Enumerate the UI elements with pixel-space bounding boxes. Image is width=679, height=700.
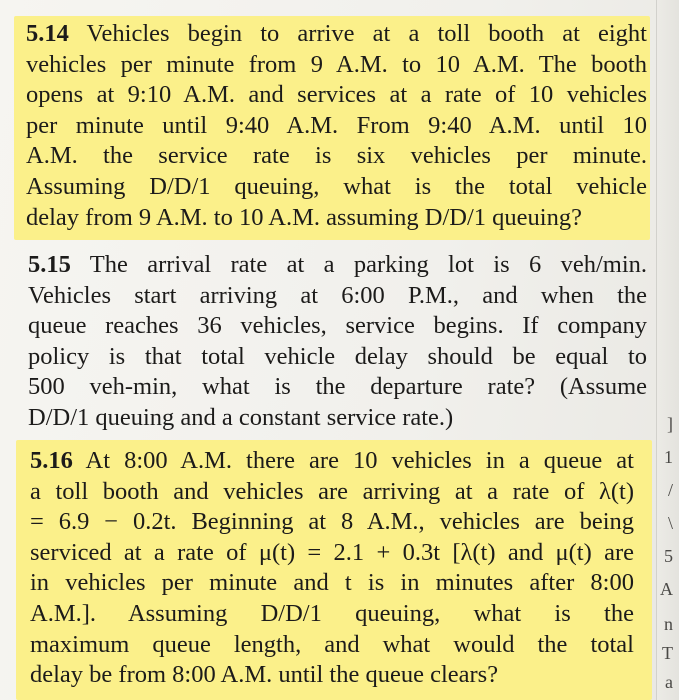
problem-line: Vehicles start arriving at 6:00 P.M., and when the <box>28 281 647 309</box>
problem-line: D/D/1 queuing and a constant service rate.) <box>28 403 454 431</box>
problem-line: A.M.]. Assuming D/D/1 queuing, what is the <box>30 599 634 627</box>
problem-line: 5.16 At 8:00 A.M. there are 10 vehicles in a queue at <box>30 447 634 474</box>
problem-line: = 6.9 − 0.2t. Beginning at 8 A.M., vehicles are being <box>30 508 634 536</box>
problem-5-14 <box>26 19 647 233</box>
problem-line: delay from 9 A.M. to 10 A.M. assuming D/D/1 queuing? <box>26 203 582 231</box>
edge-glyph: a <box>665 672 673 692</box>
edge-glyph: / <box>667 480 673 500</box>
problem-number: 5.15 <box>28 251 71 278</box>
problem-line: in vehicles per minute and t is in minutes after 8:00 <box>30 569 634 597</box>
problem-5-16 <box>30 446 634 691</box>
problem-line: maximum queue length, and what would the total <box>30 630 634 658</box>
edge-glyph: \ <box>667 513 673 533</box>
problem-line: delay be from 8:00 A.M. until the queue clears? <box>30 661 499 689</box>
problem-line: queue reaches 36 vehicles, service begins. If company <box>28 312 647 340</box>
edge-glyph: 5 <box>664 546 673 566</box>
problem-line: policy is that total vehicle delay should be equal to <box>28 342 647 370</box>
problem-line: serviced at a rate of μ(t) = 2.1 + 0.3t [λ(t) and μ(t) are <box>30 538 634 566</box>
edge-glyph: ] <box>667 414 673 434</box>
problem-line: 500 veh-min, what is the departure rate? (Assume <box>28 373 647 401</box>
edge-glyph: 1 <box>664 447 673 467</box>
problem-line: a toll booth and vehicles are arriving at a rate of λ(t) <box>30 477 634 505</box>
problem-line: opens at 9:10 A.M. and services at a rate of 10 vehicles <box>26 81 647 109</box>
edge-glyph: A <box>660 579 673 599</box>
problem-number: 5.16 <box>30 447 73 474</box>
facing-page-edge <box>656 0 679 700</box>
problem-line: 5.14 Vehicles begin to arrive at a toll booth at eight <box>26 20 647 47</box>
edge-glyph: T <box>662 643 673 663</box>
problem-number: 5.14 <box>26 20 69 47</box>
problem-5-15 <box>28 250 647 434</box>
problem-line: per minute until 9:40 A.M. From 9:40 A.M. until 10 <box>26 111 647 139</box>
problem-line: 5.15 The arrival rate at a parking lot is 6 veh/min. <box>28 251 647 278</box>
edge-glyph: n <box>664 614 673 634</box>
problem-line: A.M. the service rate is six vehicles per minute. <box>26 142 647 170</box>
problem-line: vehicles per minute from 9 A.M. to 10 A.M. The booth <box>26 50 647 78</box>
problem-line: Assuming D/D/1 queuing, what is the total vehicle <box>26 172 647 200</box>
